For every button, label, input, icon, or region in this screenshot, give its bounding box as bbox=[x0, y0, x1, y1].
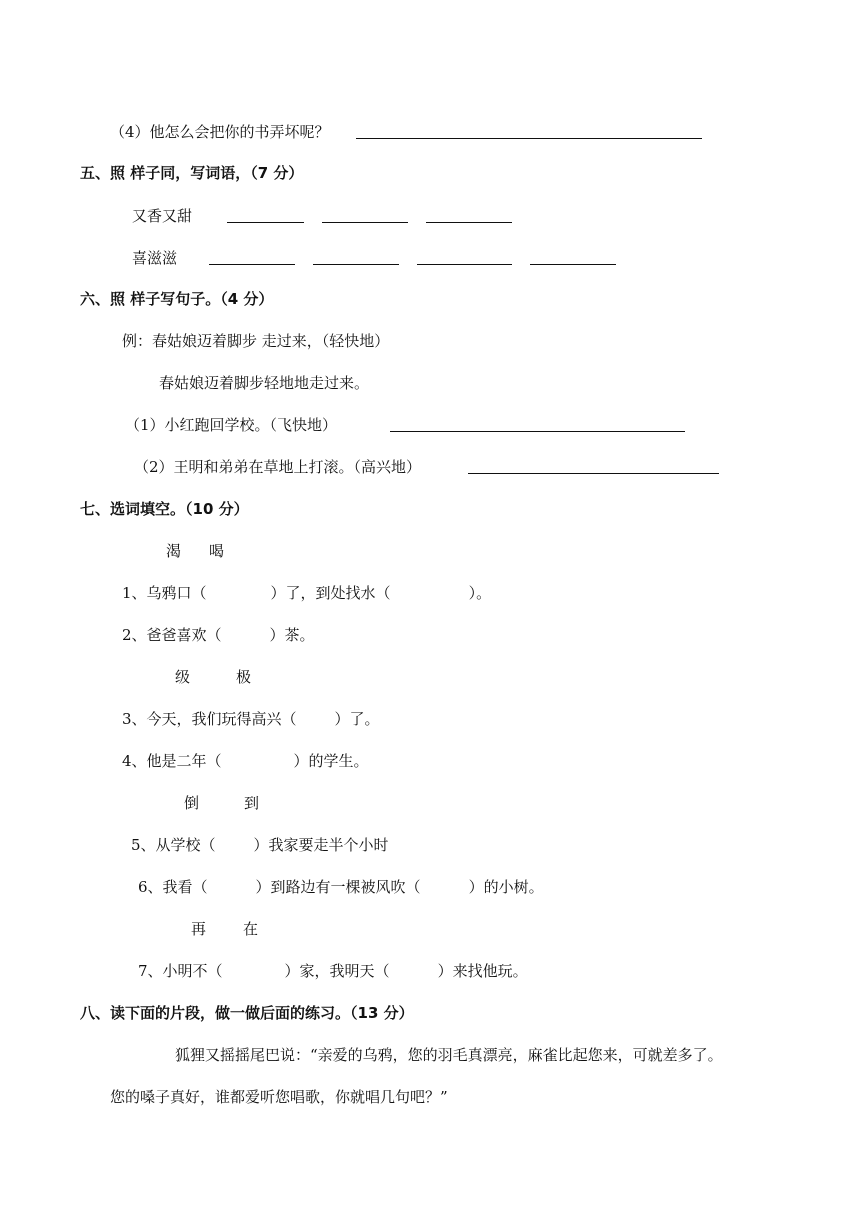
example-answer: 春姑娘迈着脚步轻地地走过来。 bbox=[159, 374, 370, 392]
word-blank[interactable] bbox=[313, 264, 399, 265]
question-7-4: 4、他是二年（ ）的学生。 bbox=[122, 752, 369, 770]
word-blank[interactable] bbox=[530, 264, 616, 265]
word-blank[interactable] bbox=[209, 264, 295, 265]
question-7-3: 3、今天，我们玩得高兴（ ）了。 bbox=[122, 710, 380, 728]
example-sentence: 例：春姑娘迈着脚步 走过来，（轻快地） bbox=[122, 332, 390, 350]
section-7-title: 七、选词填空。（10 分） bbox=[80, 500, 249, 518]
passage-line-2: 您的嗓子真好，谁都爱听您唱歌，你就唱几句吧？” bbox=[110, 1088, 448, 1106]
word-choice: 级 bbox=[175, 668, 191, 686]
word-blank[interactable] bbox=[227, 222, 304, 223]
word-choice: 喝 bbox=[209, 542, 225, 560]
question-7-7: 7、小明不（ ）家，我明天（ ）来找他玩。 bbox=[138, 962, 528, 980]
answer-line[interactable] bbox=[390, 431, 685, 432]
word-blank[interactable] bbox=[417, 264, 512, 265]
word-choice: 极 bbox=[236, 668, 252, 686]
word-choice: 渴 bbox=[166, 542, 182, 560]
word-choice: 在 bbox=[243, 920, 259, 938]
question-4-4: （4）他怎么会把你的书弄坏呢？ bbox=[110, 123, 330, 141]
section-8-title: 八、读下面的片段，做一做后面的练习。（13 分） bbox=[80, 1004, 414, 1022]
word-blank[interactable] bbox=[322, 222, 408, 223]
answer-line[interactable] bbox=[356, 138, 702, 139]
passage-line-1: 狐狸又摇摇尾巴说：“亲爱的乌鸦，您的羽毛真漂亮，麻雀比起您来，可就差多了。 bbox=[175, 1046, 723, 1064]
question-7-2: 2、爸爸喜欢（ ）茶。 bbox=[122, 626, 315, 644]
section-6-title: 六、照 样子写句子。（4 分） bbox=[80, 290, 274, 308]
question-6-1: （1）小红跑回学校。（飞快地） bbox=[125, 416, 338, 434]
word-blank[interactable] bbox=[426, 222, 512, 223]
example-word-1: 又香又甜 bbox=[132, 207, 193, 225]
section-5-title: 五、照 样子同，写词语，（7 分） bbox=[80, 164, 304, 182]
question-7-1: 1、乌鸦口（ ）了，到处找水（ ）。 bbox=[122, 584, 492, 602]
answer-line[interactable] bbox=[468, 473, 719, 474]
word-choice: 再 bbox=[191, 920, 207, 938]
example-word-2: 喜滋滋 bbox=[132, 249, 178, 267]
word-choice: 倒 bbox=[184, 794, 200, 812]
question-7-5: 5、从学校（ ）我家要走半个小时 bbox=[131, 836, 389, 854]
word-choice: 到 bbox=[244, 794, 260, 812]
question-7-6: 6、我看（ ）到路边有一棵被风吹（ ）的小树。 bbox=[138, 878, 544, 896]
question-6-2: （2）王明和弟弟在草地上打滚。（高兴地） bbox=[134, 458, 422, 476]
